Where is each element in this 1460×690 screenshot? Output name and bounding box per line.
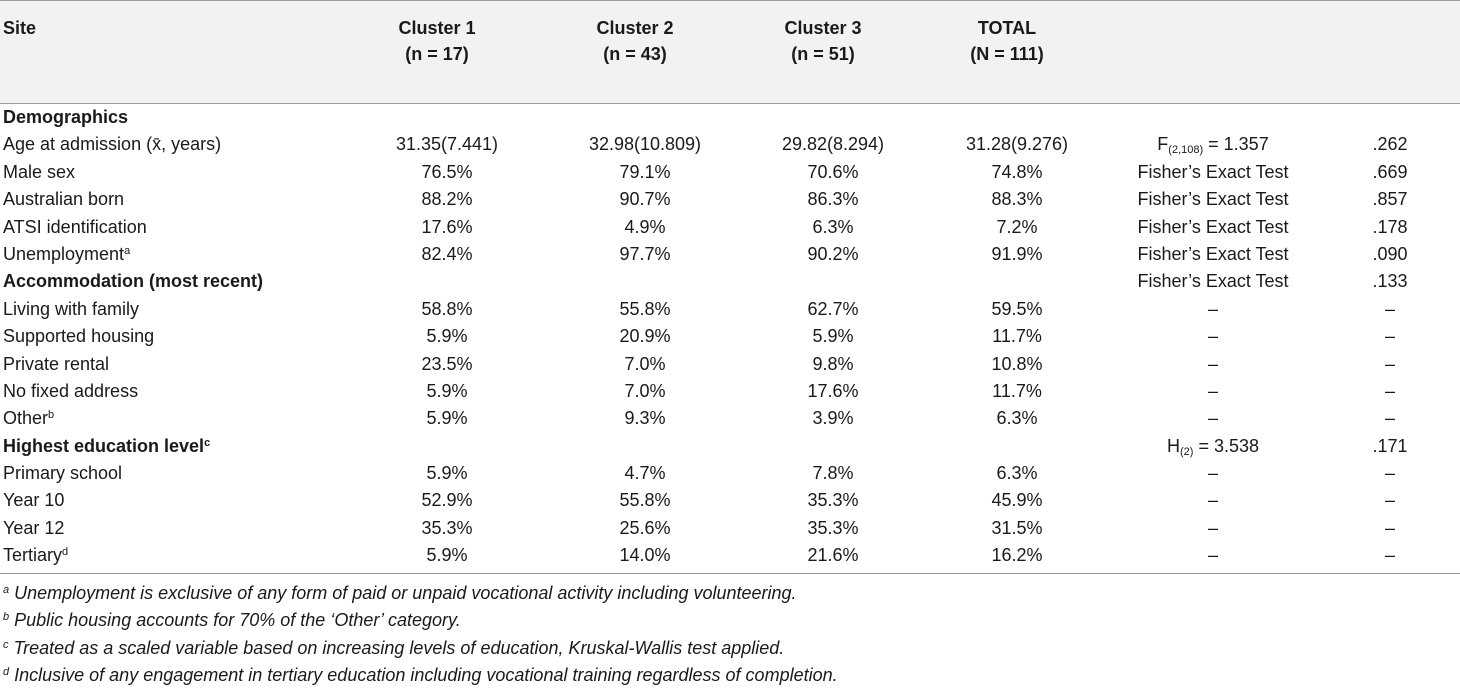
- header-cluster-3-title: Cluster 3: [784, 18, 862, 38]
- row-label: [3, 241, 130, 268]
- cluster-3-value: 90.2%: [807, 243, 859, 264]
- header-total: [932, 15, 1082, 67]
- cluster-2-value: 7.0%: [624, 380, 666, 401]
- test-value: = 3.538: [1193, 435, 1259, 456]
- header-site: Site: [3, 18, 37, 38]
- row-label-text: Supported housing: [3, 326, 155, 347]
- footnote-mark: d: [3, 666, 10, 679]
- cluster-3-value: 86.3%: [807, 189, 859, 210]
- table-row: [0, 323, 1460, 350]
- row-label-text: No fixed address: [3, 380, 139, 401]
- cluster-2-value: 32.98(10.809): [588, 134, 702, 155]
- header-cluster-1-n: (n = 17): [405, 44, 469, 64]
- row-label-text: Demographics: [3, 107, 129, 127]
- footnote-marker: d: [62, 546, 69, 559]
- row-label: [3, 323, 154, 350]
- row-label-text: Highest education level: [3, 435, 205, 456]
- row-label: [3, 351, 109, 378]
- row-label: [3, 214, 147, 241]
- p-value: .133: [1372, 271, 1408, 292]
- cluster-2-value: 14.0%: [619, 545, 671, 566]
- p-value: –: [1384, 408, 1395, 429]
- cluster-3-value: 62.7%: [807, 298, 859, 319]
- cluster-2-value: 25.6%: [619, 517, 671, 538]
- p-value: –: [1384, 490, 1395, 511]
- test-statistic: Fisher’s Exact Test: [1137, 216, 1289, 237]
- cluster-2-value: 7.0%: [624, 353, 666, 374]
- test-statistic: –: [1207, 408, 1218, 429]
- test-statistic: –: [1207, 545, 1218, 566]
- table-row: [0, 214, 1460, 241]
- cluster-1-value: 88.2%: [421, 189, 473, 210]
- p-value: .669: [1372, 161, 1408, 182]
- test-df: (2,108): [1168, 144, 1204, 157]
- test-statistic: [1118, 433, 1308, 460]
- total-value: 7.2%: [996, 216, 1038, 237]
- test-symbol: F: [1157, 134, 1169, 155]
- footnote-mark: b: [3, 611, 10, 624]
- total-value: 10.8%: [991, 353, 1043, 374]
- cluster-1-value: 5.9%: [426, 463, 468, 484]
- test-statistic: Fisher’s Exact Test: [1137, 271, 1289, 292]
- row-label-text: Private rental: [3, 353, 110, 374]
- cluster-1-value: 17.6%: [421, 216, 473, 237]
- cluster-1-value: 76.5%: [421, 161, 473, 182]
- p-value: .178: [1372, 216, 1408, 237]
- row-label: [3, 268, 263, 295]
- p-value: –: [1384, 463, 1395, 484]
- row-label-text: Primary school: [3, 463, 123, 484]
- total-value: 16.2%: [991, 545, 1043, 566]
- total-value: 11.7%: [992, 326, 1042, 347]
- table-row: [0, 542, 1460, 569]
- row-label-text: Male sex: [3, 161, 76, 182]
- cluster-1-value: 31.35(7.441): [395, 134, 499, 155]
- table-row: [0, 186, 1460, 213]
- row-label: [3, 131, 221, 158]
- footnote-marker: a: [124, 244, 131, 257]
- row-label-text: Age at admission (x̄, years): [3, 134, 222, 155]
- section-row: [0, 104, 1460, 131]
- test-statistic: Fisher’s Exact Test: [1137, 161, 1289, 182]
- cluster-2-value: 55.8%: [619, 490, 671, 511]
- row-label: [3, 159, 75, 186]
- footnote-marker: c: [204, 436, 211, 449]
- total-value: 91.9%: [991, 243, 1043, 264]
- total-value: 6.3%: [996, 463, 1038, 484]
- cluster-1-value: 5.9%: [426, 545, 468, 566]
- header-total-n: (N = 111): [970, 44, 1044, 64]
- total-value: 88.3%: [991, 189, 1043, 210]
- test-statistic: [1118, 131, 1308, 158]
- p-value: –: [1384, 326, 1395, 347]
- footnote-text: Public housing accounts for 70% of the ‘Other’ category.: [9, 610, 461, 631]
- cluster-2-value: 9.3%: [624, 408, 666, 429]
- cluster-2-value: 4.7%: [624, 463, 666, 484]
- table-row: [0, 131, 1460, 158]
- test-statistic: –: [1207, 353, 1218, 374]
- total-value: 59.5%: [991, 298, 1043, 319]
- footnote-marker: b: [48, 409, 55, 422]
- table-row: [0, 241, 1460, 268]
- footnote: [0, 580, 1460, 608]
- p-value: .171: [1372, 435, 1408, 456]
- row-label: [3, 405, 54, 432]
- cluster-3-value: 9.8%: [812, 353, 854, 374]
- test-statistic: –: [1207, 298, 1218, 319]
- row-label-text: Australian born: [3, 189, 125, 210]
- cluster-3-value: 29.82(8.294): [781, 134, 885, 155]
- row-label-text: Year 12: [3, 517, 65, 538]
- table-row: [0, 378, 1460, 405]
- cluster-1-value: 58.8%: [421, 298, 473, 319]
- row-label-text: Accommodation (most recent): [3, 271, 264, 292]
- p-value: –: [1384, 380, 1395, 401]
- cluster-1-value: 23.5%: [421, 353, 473, 374]
- row-label: [3, 515, 64, 542]
- footnotes: [0, 574, 1460, 690]
- test-df: (2): [1179, 445, 1194, 458]
- test-statistic: Fisher’s Exact Test: [1137, 189, 1289, 210]
- row-label-text: Unemployment: [3, 243, 125, 264]
- cluster-2-value: 97.7%: [619, 243, 671, 264]
- row-label-text: Year 10: [3, 490, 65, 511]
- total-value: 45.9%: [991, 490, 1043, 511]
- header-cluster-2-n: (n = 43): [603, 44, 667, 64]
- p-value: –: [1384, 545, 1395, 566]
- test-symbol: H: [1166, 435, 1180, 456]
- table-row: [0, 515, 1460, 542]
- cluster-1-value: 82.4%: [421, 243, 473, 264]
- cluster-3-value: 6.3%: [812, 216, 854, 237]
- header-cluster-2: [560, 15, 710, 67]
- cluster-3-value: 5.9%: [812, 326, 854, 347]
- test-statistic: –: [1207, 326, 1218, 347]
- row-label: [3, 460, 122, 487]
- total-value: 31.5%: [991, 517, 1043, 538]
- footnote-text: Inclusive of any engagement in tertiary education including vocational training regardless of completion.: [9, 665, 838, 686]
- footnote-mark: a: [3, 583, 10, 596]
- table-body: [0, 104, 1460, 570]
- section-row: [0, 268, 1460, 295]
- p-value: .262: [1372, 134, 1408, 155]
- total-value: 31.28(9.276): [965, 134, 1069, 155]
- test-statistic: Fisher’s Exact Test: [1137, 243, 1289, 264]
- header-total-title: TOTAL: [977, 18, 1037, 38]
- row-label: [3, 104, 128, 131]
- table-row: [0, 460, 1460, 487]
- header-cluster-3-n: (n = 51): [791, 44, 855, 64]
- cluster-3-value: 70.6%: [807, 161, 859, 182]
- table-row: [0, 351, 1460, 378]
- test-statistic: –: [1207, 380, 1218, 401]
- table-row: [0, 487, 1460, 514]
- cluster-1-value: 5.9%: [426, 326, 468, 347]
- cluster-3-value: 21.6%: [807, 545, 859, 566]
- cluster-3-value: 35.3%: [807, 517, 859, 538]
- cluster-3-value: 7.8%: [812, 463, 854, 484]
- table-row: [0, 405, 1460, 432]
- footnote: [0, 607, 1460, 635]
- test-value: = 1.357: [1203, 134, 1269, 155]
- cluster-2-value: 79.1%: [619, 161, 671, 182]
- footnote-mark: c: [3, 638, 9, 651]
- p-value: .090: [1372, 243, 1408, 264]
- footnote: [0, 662, 1460, 690]
- table-row: [0, 159, 1460, 186]
- row-label: [3, 487, 64, 514]
- test-statistic: –: [1207, 463, 1218, 484]
- header-cluster-1: [362, 15, 512, 67]
- total-value: 11.7%: [992, 380, 1042, 401]
- header-cluster-1-title: Cluster 1: [398, 18, 476, 38]
- cluster-1-value: 5.9%: [426, 380, 468, 401]
- p-value: .857: [1372, 189, 1408, 210]
- p-value: –: [1384, 353, 1395, 374]
- row-label: [3, 542, 68, 569]
- test-statistic: –: [1207, 517, 1218, 538]
- cluster-2-value: 90.7%: [619, 189, 671, 210]
- cluster-3-value: 35.3%: [807, 490, 859, 511]
- header-cluster-2-title: Cluster 2: [596, 18, 674, 38]
- total-value: 74.8%: [991, 161, 1043, 182]
- row-label: [3, 433, 210, 460]
- cluster-2-value: 4.9%: [624, 216, 666, 237]
- cluster-3-value: 17.6%: [807, 380, 859, 401]
- footnote: [0, 635, 1460, 663]
- cluster-2-value: 55.8%: [619, 298, 671, 319]
- p-value: –: [1384, 517, 1395, 538]
- total-value: 6.3%: [996, 408, 1038, 429]
- p-value: –: [1384, 298, 1395, 319]
- row-label-text: Living with family: [3, 298, 140, 319]
- cluster-3-value: 3.9%: [812, 408, 854, 429]
- row-label-text: ATSI identification: [3, 216, 147, 237]
- section-row: [0, 433, 1460, 460]
- row-label: [3, 186, 124, 213]
- cluster-1-value: 52.9%: [421, 490, 473, 511]
- cluster-2-value: 20.9%: [619, 326, 671, 347]
- cluster-1-value: 35.3%: [421, 517, 473, 538]
- row-label: [3, 296, 139, 323]
- test-statistic: –: [1207, 490, 1218, 511]
- header-cluster-3: [748, 15, 898, 67]
- row-label-text: Tertiary: [3, 545, 63, 566]
- row-label-text: Other: [3, 408, 49, 429]
- table-header: [0, 0, 1460, 104]
- row-label: [3, 378, 138, 405]
- footnote-text: Treated as a scaled variable based on increasing levels of education, Kruskal-Wallis test applied.: [8, 637, 785, 658]
- footnote-text: Unemployment is exclusive of any form of paid or unpaid vocational activity including volunteering.: [9, 582, 797, 603]
- cluster-1-value: 5.9%: [426, 408, 468, 429]
- table-row: [0, 296, 1460, 323]
